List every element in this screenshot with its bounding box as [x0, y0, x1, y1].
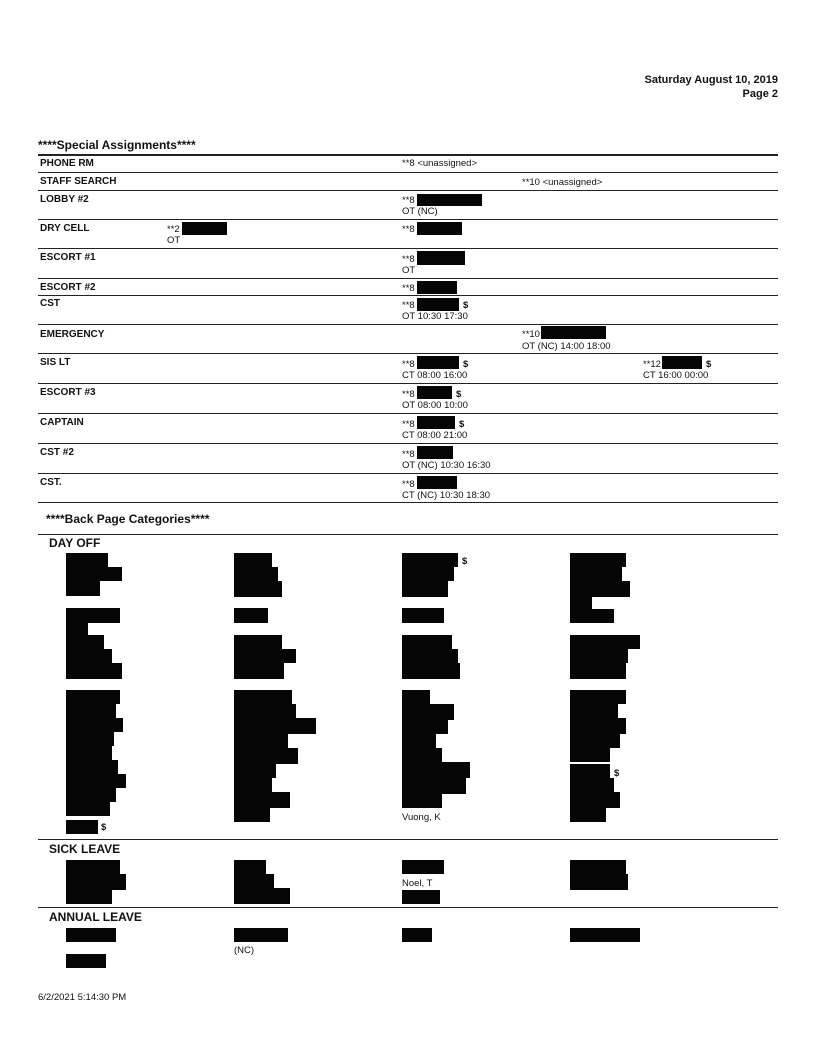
assignment-detail: OT (NC) 10:30 16:30 [402, 460, 491, 471]
flag-mark: $ [456, 389, 462, 400]
assignment-detail: OT (NC) [402, 206, 438, 217]
redaction-block [402, 794, 442, 808]
redaction-block [417, 251, 465, 265]
assignment-detail: CT (NC) 10:30 18:30 [402, 490, 491, 501]
redaction-block [66, 553, 108, 567]
redaction-block [570, 928, 640, 942]
assignment-detail: OT (NC) 14:00 18:00 [522, 341, 611, 352]
redaction-block [234, 928, 288, 942]
assignment-code: **8 [402, 359, 415, 370]
assignment-code: **8 [402, 479, 415, 490]
redaction-block [402, 704, 454, 720]
category-day-off: DAY OFF [49, 536, 101, 550]
redaction-block [66, 774, 126, 788]
row-label-cst-2: CST #2 [40, 447, 74, 458]
staff-name: Noel, T [402, 878, 433, 889]
row-label-escort-2: ESCORT #2 [40, 282, 96, 293]
row-divider [38, 324, 778, 325]
redaction-block [402, 567, 454, 581]
row-label-escort-1: ESCORT #1 [40, 252, 96, 263]
redaction-block [234, 860, 266, 874]
redaction-block [570, 792, 620, 808]
row-divider [38, 473, 778, 474]
redaction-block [402, 928, 432, 942]
redaction-block [234, 748, 298, 764]
redaction-block [234, 608, 268, 623]
row-divider [38, 502, 778, 503]
redaction-block [402, 860, 444, 874]
redaction-block [662, 356, 702, 369]
section-divider [38, 154, 778, 156]
redaction-block [570, 778, 614, 792]
redaction-block [66, 860, 120, 874]
redaction-block [570, 567, 622, 581]
redaction-block [402, 553, 458, 567]
redaction-block [66, 581, 100, 596]
redaction-block [570, 874, 628, 890]
redaction-block [570, 734, 620, 748]
row-label-phone-rm: PHONE RM [40, 158, 94, 169]
redaction-block [66, 890, 112, 904]
redaction-block [234, 792, 290, 808]
report-date: Saturday August 10, 2019 [644, 74, 778, 86]
redaction-block [570, 553, 626, 567]
flag-mark: $ [462, 556, 468, 567]
redaction-block [570, 718, 626, 734]
redaction-block [417, 222, 462, 235]
special-assignments-title: ****Special Assignments**** [38, 138, 196, 152]
assignment-code: **2 [167, 224, 180, 235]
flag-mark: $ [101, 822, 107, 833]
section-divider [38, 839, 778, 840]
redaction-block [234, 663, 284, 679]
redaction-block [417, 194, 482, 206]
assignment-code: **8 [402, 254, 415, 265]
row-divider [38, 248, 778, 249]
redaction-block [66, 928, 116, 942]
redaction-block [417, 416, 455, 429]
redaction-block [570, 635, 640, 649]
flag-mark: $ [463, 359, 469, 370]
redaction-block [234, 764, 276, 778]
row-label-lobby-2: LOBBY #2 [40, 194, 89, 205]
redaction-block [66, 874, 126, 890]
row-divider [38, 295, 778, 296]
page-number: Page 2 [742, 88, 778, 100]
assignment-detail: CT 08:00 16:00 [402, 370, 468, 381]
flag-mark: $ [614, 768, 620, 779]
redaction-block [182, 222, 227, 235]
redaction-block [402, 663, 460, 679]
redaction-block [234, 553, 272, 567]
row-label-cst-dot: CST. [40, 477, 62, 488]
redaction-block [417, 298, 459, 311]
redaction-block [234, 874, 274, 888]
flag-mark: $ [706, 359, 712, 370]
redaction-block [66, 732, 114, 746]
redaction-block [402, 890, 440, 904]
redaction-block [234, 778, 272, 792]
redaction-block [402, 649, 458, 663]
row-label-dry-cell: DRY CELL [40, 223, 90, 234]
assignment-detail: CT 16:00 00:00 [643, 370, 709, 381]
row-divider [38, 219, 778, 220]
redaction-block [570, 581, 630, 597]
redaction-block [570, 649, 628, 663]
row-divider [38, 278, 778, 279]
assignment-detail: OT [402, 265, 416, 276]
back-page-title: ****Back Page Categories**** [46, 512, 210, 526]
redaction-block [66, 760, 118, 774]
row-divider [38, 190, 778, 191]
redaction-block [234, 704, 296, 718]
redaction-block [570, 663, 626, 679]
redaction-block [570, 609, 614, 623]
redaction-block [66, 954, 106, 968]
redaction-block [66, 802, 110, 816]
row-divider [38, 383, 778, 384]
redaction-block [66, 820, 98, 834]
flag-mark: $ [463, 300, 469, 311]
leave-note: (NC) [234, 945, 255, 956]
redaction-block [402, 690, 430, 704]
redaction-block [402, 635, 452, 649]
row-label-staff-search: STAFF SEARCH [40, 176, 117, 187]
redaction-block [66, 788, 116, 802]
assignment-code: **10 [522, 329, 540, 340]
redaction-block [66, 623, 88, 635]
category-sick-leave: SICK LEAVE [49, 842, 121, 856]
redaction-block [66, 567, 122, 581]
redaction-block [417, 386, 452, 399]
assignment-detail: OT 08:00 10:00 [402, 400, 468, 411]
row-label-escort-3: ESCORT #3 [40, 387, 96, 398]
redaction-block [234, 734, 288, 748]
section-divider [38, 534, 778, 535]
section-divider [38, 907, 778, 908]
row-label-cst: CST [40, 298, 60, 309]
redaction-block [417, 476, 457, 489]
flag-mark: $ [459, 419, 465, 430]
redaction-block [66, 746, 112, 760]
redaction-block [234, 581, 282, 597]
assignment-code: **8 [402, 195, 415, 206]
assignment-code: **8 [402, 449, 415, 460]
redaction-block [417, 281, 457, 294]
category-annual-leave: ANNUAL LEAVE [49, 910, 142, 924]
redaction-block [570, 748, 610, 762]
redaction-block [234, 690, 292, 704]
redaction-block [402, 778, 466, 794]
redaction-block [66, 704, 116, 718]
row-label-emergency: EMERGENCY [40, 329, 105, 340]
redaction-block [66, 663, 122, 679]
redaction-block [66, 690, 120, 704]
row-divider [38, 172, 778, 173]
redaction-block [417, 446, 453, 459]
redaction-block [402, 720, 448, 734]
redaction-block [570, 704, 618, 718]
redaction-block [417, 356, 459, 369]
redaction-block [234, 567, 278, 581]
row-divider [38, 413, 778, 414]
assignment-code: **8 [402, 283, 415, 294]
redaction-block [570, 764, 610, 778]
redaction-block [66, 649, 112, 663]
redaction-block [570, 690, 626, 704]
redaction-block [234, 649, 296, 663]
redaction-block [402, 581, 448, 597]
assignment-code: **8 [402, 300, 415, 311]
assignment-code: **8 <unassigned> [402, 158, 478, 169]
redaction-block [541, 326, 606, 339]
redaction-block [66, 635, 104, 649]
staff-name: Vuong, K [402, 812, 441, 823]
redaction-block [234, 718, 316, 734]
assignment-detail: OT [167, 235, 181, 246]
print-timestamp: 6/2/2021 5:14:30 PM [38, 992, 127, 1003]
row-divider [38, 353, 778, 354]
assignment-code: **8 [402, 419, 415, 430]
assignment-detail: CT 08:00 21:00 [402, 430, 468, 441]
redaction-block [402, 608, 444, 623]
redaction-block [234, 808, 270, 822]
redaction-block [402, 734, 436, 748]
redaction-block [570, 860, 626, 874]
redaction-block [570, 597, 592, 609]
assignment-code: **12 [643, 359, 661, 370]
assignment-code: **8 [402, 389, 415, 400]
row-label-captain: CAPTAIN [40, 417, 84, 428]
redaction-block [66, 608, 120, 623]
row-label-sis-lt: SIS LT [40, 357, 71, 368]
assignment-code: **8 [402, 224, 415, 235]
row-divider [38, 443, 778, 444]
assignment-detail: OT 10:30 17:30 [402, 311, 468, 322]
redaction-block [66, 718, 123, 732]
redaction-block [402, 762, 470, 778]
redaction-block [234, 888, 290, 904]
redaction-block [234, 635, 282, 649]
redaction-block [402, 748, 442, 762]
redaction-block [570, 808, 606, 822]
assignment-code: **10 <unassigned> [522, 177, 603, 188]
